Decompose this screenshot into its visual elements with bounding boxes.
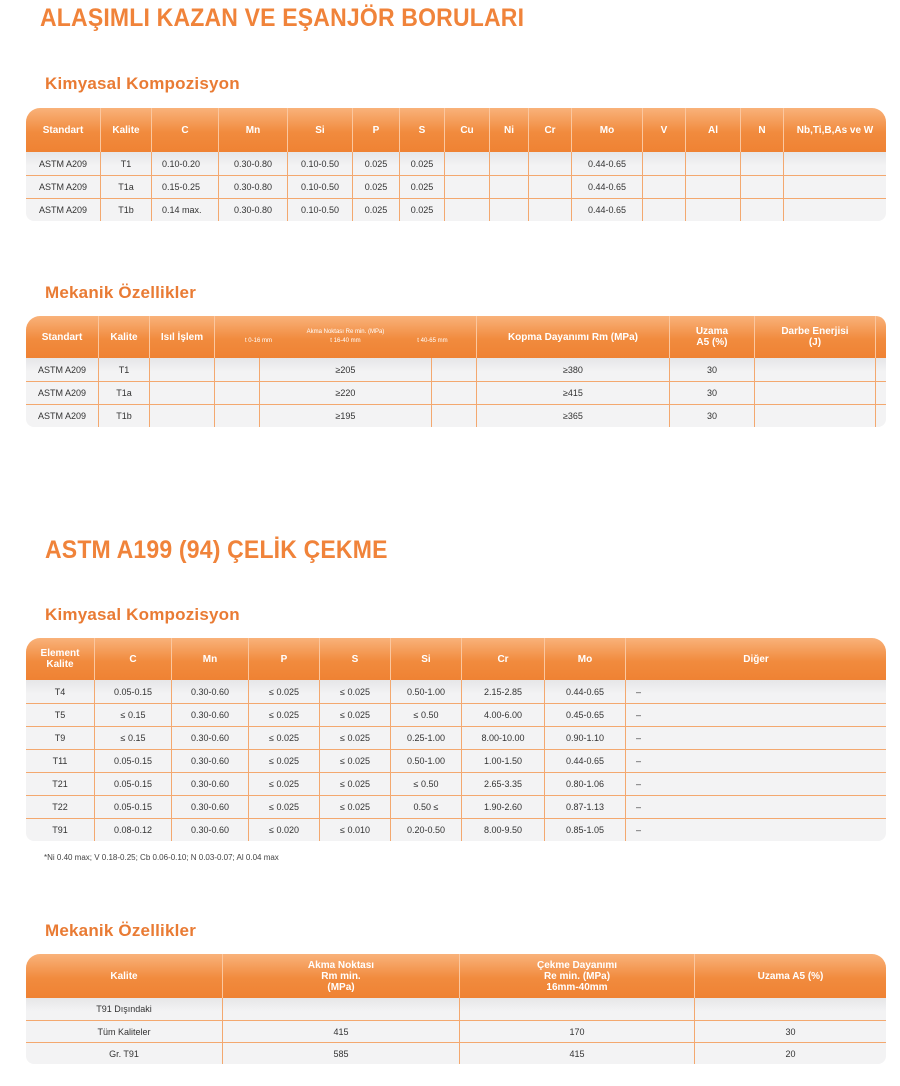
table-cell [445,175,490,198]
col-header: Standart [26,108,101,152]
table-cell [529,175,572,198]
col-header: S [400,108,445,152]
col-header: C [152,108,219,152]
uzama-line2: A5 (%) [696,337,728,348]
cekme-line3: 16mm-40mm [546,981,608,993]
table-cell: ≤ 0.025 [320,726,391,749]
col-akma [223,954,460,998]
table-cell: 0.30-0.60 [172,749,249,772]
table-row [26,680,886,703]
table-cell [150,404,215,427]
table-cell: T11 [26,749,95,772]
table-cell: 30 [670,381,755,404]
col-header: Cu [445,108,490,152]
table-cell [643,152,686,175]
table-cell: ≥380 [477,358,670,381]
section1-title: ALAŞIMLI KAZAN VE EŞANJÖR BORULARI [40,4,525,32]
section1-mech-table [26,316,886,427]
table-cell: Gr. T91 [26,1042,223,1064]
table-cell [876,404,886,427]
section2-mech-title: Mekanik Özellikler [45,921,197,940]
table-cell [784,198,886,221]
table-cell: ≥415 [477,381,670,404]
table-cell: 0.025 [400,152,445,175]
table-cell [741,152,784,175]
col-header: Ni [490,108,529,152]
col-kopma: Kopma Dayanımı Rm (MPa) [477,316,670,358]
table-cell [643,198,686,221]
col-header: S [320,638,391,680]
table-cell: T5 [26,703,95,726]
table-cell: ≤ 0.010 [320,818,391,841]
table-cell: 0.25-1.00 [391,726,462,749]
table-cell: ASTM A209 [26,358,99,381]
table-cell: 4.00-6.00 [462,703,545,726]
table-cell: 0.50-1.00 [391,749,462,772]
table-cell: 0.30-0.80 [219,152,288,175]
cekme-line2: Re min. (MPa) [543,970,611,982]
col-header: Al [686,108,741,152]
table-cell [445,198,490,221]
table-row [26,749,886,772]
table-cell [215,358,260,381]
table-cell: 30 [695,1020,886,1042]
table-cell: 2.65-3.35 [462,772,545,795]
table-cell: 0.025 [353,152,400,175]
table-row [26,772,886,795]
col-header: C [95,638,172,680]
table-cell [741,198,784,221]
table-cell: 0.30-0.60 [172,818,249,841]
table-cell: ≤ 0.025 [320,749,391,772]
table-cell: ≤ 0.15 [95,726,172,749]
col-header: Mn [219,108,288,152]
table-cell: ≤ 0.025 [249,795,320,818]
table-cell: 1.00-1.50 [462,749,545,772]
table-cell: T91 [26,818,95,841]
table-cell: ≥205 [260,358,432,381]
table-cell: 0.44-0.65 [545,680,626,703]
table-cell: – [626,680,886,703]
col-header: Diğer [626,638,886,680]
table-cell [490,175,529,198]
table-cell: 0.44-0.65 [572,152,643,175]
table-row [26,726,886,749]
table-cell: ASTM A209 [26,175,101,198]
table-row [26,1020,886,1042]
akma-sub-0-16: t 0-16 mm [244,338,272,344]
col-kalite: Kalite [99,316,150,358]
table-cell: 0.10-0.50 [288,152,353,175]
table-row [26,175,886,198]
table-cell: 20 [695,1042,886,1064]
table-cell [695,998,886,1020]
table-row [26,998,886,1020]
table-cell: ≤ 0.50 [391,772,462,795]
table-cell [223,998,460,1020]
table-cell: 0.44-0.65 [572,198,643,221]
table-cell: Tüm Kaliteler [26,1020,223,1042]
table-cell [432,404,477,427]
table-cell: T1a [99,381,150,404]
table-cell: ≤ 0.025 [249,772,320,795]
table-row [26,198,886,221]
col-kalite: Kalite [26,954,223,998]
table-cell: ≤ 0.15 [95,703,172,726]
akma-sub-16-40: t 16-40 mm [330,338,361,344]
table-cell: 0.85-1.05 [545,818,626,841]
table-cell: 170 [460,1020,695,1042]
col-header: V [643,108,686,152]
table-cell: T1 [101,152,152,175]
akma-line3: (MPa) [327,981,355,993]
table-cell: 0.87-1.13 [545,795,626,818]
table-cell: 0.30-0.60 [172,772,249,795]
table-cell: 2.15-2.85 [462,680,545,703]
table-cell: 0.05-0.15 [95,680,172,703]
table-cell: T1b [99,404,150,427]
table-cell: T1b [101,198,152,221]
table-cell [432,381,477,404]
col-header: P [353,108,400,152]
table-row [26,152,886,175]
table-cell [686,152,741,175]
table-cell: ASTM A209 [26,198,101,221]
akma-line2: Rm min. [321,970,361,982]
col-header: Kalite [101,108,152,152]
table-cell: – [626,749,886,772]
footnote: *Ni 0.40 max; V 0.18-0.25; Cb 0.06-0.10; N 0.03-0.07; Al 0.04 max [44,853,279,862]
col-uzama: Uzama A5 (%) [695,954,886,998]
table-row [26,703,886,726]
col-header: Cr [462,638,545,680]
table-cell: ASTM A209 [26,381,99,404]
uzama-line1: Uzama [695,326,729,337]
table-cell [529,198,572,221]
table-cell: 0.45-0.65 [545,703,626,726]
table-cell: – [626,795,886,818]
table-cell [529,152,572,175]
col-isil-islem: Isıl İşlem [150,316,215,358]
darbe-line1: Darbe Enerjisi [781,326,849,337]
table-cell: – [626,703,886,726]
table-cell: ≤ 0.025 [320,772,391,795]
table-cell: ≤ 0.025 [320,680,391,703]
table-cell: 0.10-0.50 [288,175,353,198]
table-cell: – [626,726,886,749]
table-cell: 0.30-0.60 [172,703,249,726]
table-cell [784,152,886,175]
table-cell: T4 [26,680,95,703]
table-row [26,404,886,427]
table-cell: 30 [670,404,755,427]
table-cell: ASTM A209 [26,152,101,175]
akma-sub-40-65: t 40-65 mm [417,338,448,344]
table-cell [432,358,477,381]
akma-label: Akma Noktası Re min. (MPa) [306,329,385,335]
col-extra [876,316,886,358]
table-cell: 30 [670,358,755,381]
table-cell [445,152,490,175]
col-header: Cr [529,108,572,152]
table-cell [755,358,876,381]
col-header: Si [288,108,353,152]
section2-chem-title: Kimyasal Kompozisyon [45,605,240,624]
table-cell: ≤ 0.025 [249,749,320,772]
col-header: Mo [572,108,643,152]
table-cell [784,175,886,198]
table-cell [755,404,876,427]
table-cell: 0.025 [400,175,445,198]
table-cell [150,381,215,404]
table-cell [490,152,529,175]
table-cell [686,175,741,198]
table-cell [215,404,260,427]
table-cell: 0.025 [353,175,400,198]
table-cell: – [626,772,886,795]
col-header: Mn [172,638,249,680]
table-cell [215,381,260,404]
table-cell: 0.05-0.15 [95,749,172,772]
table-cell: ≤ 0.025 [249,726,320,749]
table-cell: 585 [223,1042,460,1064]
table-cell: 0.025 [400,198,445,221]
table-cell: 0.80-1.06 [545,772,626,795]
col-header: Nb,Ti,B,As ve W [784,108,886,152]
table-cell [643,175,686,198]
table-cell: T9 [26,726,95,749]
table-cell: 1.90-2.60 [462,795,545,818]
table-cell: 0.20-0.50 [391,818,462,841]
table-cell: 0.44-0.65 [572,175,643,198]
table-cell: ≤ 0.50 [391,703,462,726]
table-cell: 0.30-0.60 [172,680,249,703]
table-cell [876,358,886,381]
section1-chem-title: Kimyasal Kompozisyon [45,74,240,93]
table-row [26,1042,886,1064]
table-cell: – [626,818,886,841]
section2-title: ASTM A199 (94) ÇELİK ÇEKME [45,536,388,564]
akma-line1: Akma Noktası [307,959,375,971]
table-cell: 0.50 ≤ [391,795,462,818]
table-cell [686,198,741,221]
table-cell: 0.08-0.12 [95,818,172,841]
table-cell: ASTM A209 [26,404,99,427]
table-cell: ≤ 0.025 [249,703,320,726]
table-cell: T1a [101,175,152,198]
table-cell: 0.30-0.60 [172,726,249,749]
table-cell [150,358,215,381]
section2-mech-table [26,954,886,1064]
table-cell [876,381,886,404]
table-cell [755,381,876,404]
table-cell: 0.50-1.00 [391,680,462,703]
section2-chem-table [26,638,886,841]
table-cell: 0.30-0.60 [172,795,249,818]
table-cell: 0.90-1.10 [545,726,626,749]
table-cell: ≥365 [477,404,670,427]
table-cell: T22 [26,795,95,818]
table-cell: 0.025 [353,198,400,221]
col-standart: Standart [26,316,99,358]
table-cell [741,175,784,198]
table-cell: ≤ 0.025 [249,680,320,703]
col-akma-group [215,316,477,358]
table-cell: ≤ 0.025 [320,703,391,726]
table-cell: 0.05-0.15 [95,772,172,795]
table-cell: ≥195 [260,404,432,427]
table-cell: T21 [26,772,95,795]
table-cell: ≤ 0.020 [249,818,320,841]
table-cell [490,198,529,221]
table-cell: 0.30-0.80 [219,198,288,221]
table-cell: T1 [99,358,150,381]
darbe-line2: (J) [808,337,822,348]
table-row [26,358,886,381]
table-cell: 0.44-0.65 [545,749,626,772]
table-cell: 8.00-9.50 [462,818,545,841]
table-cell: 8.00-10.00 [462,726,545,749]
cekme-line1: Çekme Dayanımı [536,959,618,971]
table-row [26,795,886,818]
col-uzama [670,316,755,358]
table-row [26,818,886,841]
table-cell: 0.10-0.50 [288,198,353,221]
table-cell: 0.05-0.15 [95,795,172,818]
table-cell: 0.10-0.20 [152,152,219,175]
table-cell: 0.14 max. [152,198,219,221]
col-cekme [460,954,695,998]
table-cell: 415 [223,1020,460,1042]
col-header: N [741,108,784,152]
table-row [26,381,886,404]
col-header: P [249,638,320,680]
col-header: Si [391,638,462,680]
col-header: Element Kalite [26,638,95,680]
col-header: Mo [545,638,626,680]
table-cell: ≤ 0.025 [320,795,391,818]
table-cell: 415 [460,1042,695,1064]
table-cell: 0.30-0.80 [219,175,288,198]
table-cell [460,998,695,1020]
col-darbe [755,316,876,358]
table-cell: T91 Dışındaki [26,998,223,1020]
table-cell: 0.15-0.25 [152,175,219,198]
section1-mech-title: Mekanik Özellikler [45,283,197,302]
table-cell: ≥220 [260,381,432,404]
section1-chem-table [26,108,886,221]
